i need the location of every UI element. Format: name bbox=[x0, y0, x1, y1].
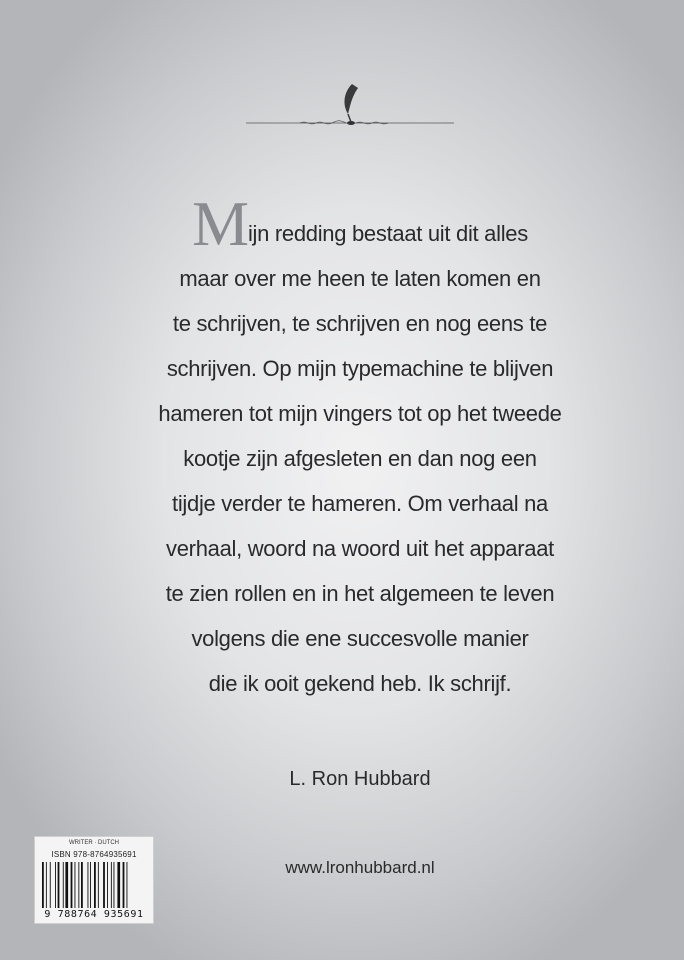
quote-line: maar over me heen te laten komen en bbox=[179, 266, 541, 291]
quote-line: te zien rollen en in het algemeen te leven bbox=[165, 581, 555, 606]
quote-first-line-text: ijn redding bestaat uit dit alles bbox=[247, 221, 528, 246]
barcode-digits: 9 788764 935691 bbox=[44, 909, 144, 920]
website-url: www.lronhubbard.nl bbox=[285, 858, 435, 877]
quote-line: hameren tot mijn vingers tot op het tweede bbox=[158, 401, 562, 426]
quill-pen-ornament-icon bbox=[240, 70, 460, 130]
quote-line: tijdje verder te hameren. Om verhaal na bbox=[172, 491, 548, 516]
quote-line: kootje zijn afgesleten en dan nog een bbox=[183, 446, 537, 471]
quote-line: te schrijven, te schrijven en nog eens te bbox=[172, 311, 548, 336]
barcode-label bbox=[34, 836, 154, 924]
barcode-top-label: WRITER · DUTCH bbox=[69, 840, 119, 846]
quote-line: schrijven. Op mijn typemachine te blijven bbox=[166, 356, 554, 381]
isbn-text: ISBN 978-8764935691 bbox=[51, 850, 137, 859]
quote-line: die ik ooit gekend heb. Ik schrijf. bbox=[208, 671, 512, 696]
author-name: L. Ron Hubbard bbox=[289, 768, 431, 790]
quote-line: volgens die ene succesvolle manier bbox=[191, 626, 529, 651]
quote-line: verhaal, woord na woord uit het apparaat bbox=[166, 536, 554, 561]
drop-cap: M bbox=[192, 188, 247, 259]
quote-block bbox=[100, 188, 620, 706]
quote-first-line bbox=[100, 188, 620, 259]
